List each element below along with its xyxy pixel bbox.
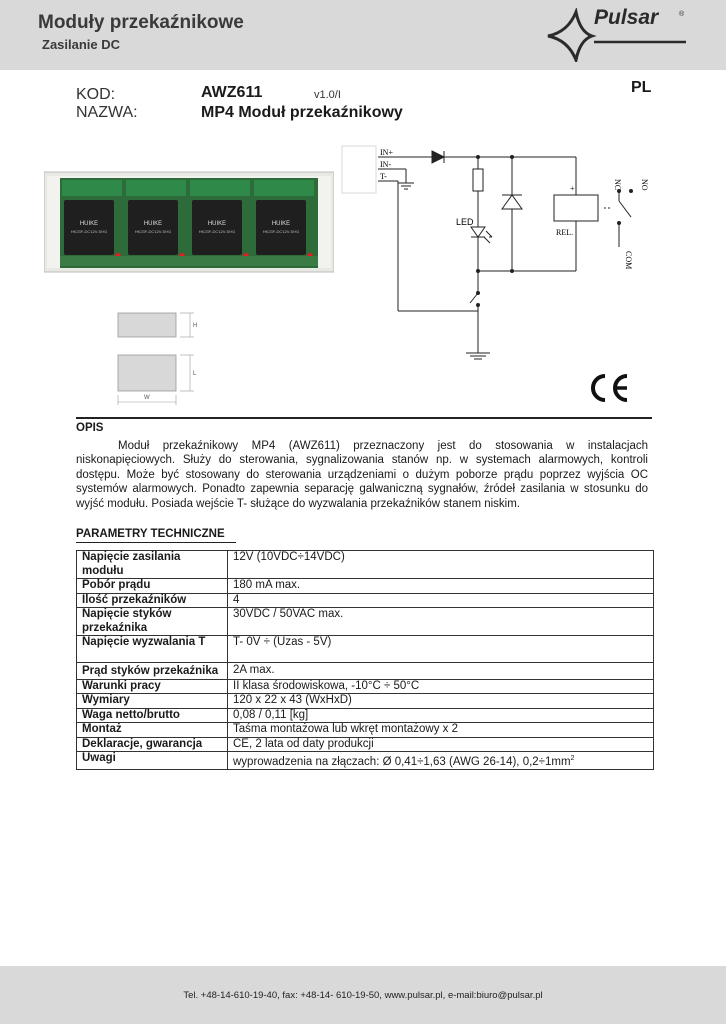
table-row <box>77 636 654 663</box>
kod-label: KOD: <box>76 86 116 103</box>
table-row <box>77 593 654 608</box>
params-underline <box>76 542 236 543</box>
nazwa-label: NAZWA: <box>76 104 138 121</box>
table-row <box>77 579 654 594</box>
param-value: Taśma montażowa lub wkręt montażowy x 2 <box>228 723 654 738</box>
param-key: Prąd styków przekaźnika <box>77 663 228 680</box>
label-no: NO <box>640 179 649 191</box>
opis-paragraph: Moduł przekaźnikowy MP4 (AWZ611) przeznaczony jest do stosowania w instalacjach niskonapięciowych. Służy do sterowania, sygnalizowania stanów np. w systemach alarmowych, kontroli dostępu. Może być stosowany do sterowania urządzeniami o dużym poborze prądu poprzez wyjścia OC systemów alarmowych. Ponadto zapewnia separację galwaniczną sygnałów, źródeł zasilania w stosunku do wyjść modułu. Posiada wejście T- służące do wyzwalania przekaźników stanem niskim. <box>76 440 648 510</box>
opis-title: OPIS <box>76 422 104 434</box>
param-value: 0,08 / 0,11 [kg] <box>228 708 654 723</box>
dim-w-label: W <box>144 395 150 401</box>
label-in-plus: IN+ <box>380 148 393 157</box>
label-rel: REL. <box>556 228 574 237</box>
param-key: Napięcie wyzwalania T <box>77 636 228 663</box>
table-row <box>77 737 654 752</box>
table-row <box>77 679 654 694</box>
param-key: Wymiary <box>77 694 228 709</box>
params-title: PARAMETRY TECHNICZNE <box>76 528 225 540</box>
param-value: 4 <box>228 593 654 608</box>
logo-registered-mark: ® <box>679 11 685 18</box>
label-t-minus: T- <box>380 172 387 181</box>
relay-4-brand: HUIKE <box>271 221 291 227</box>
param-value: 2A max. <box>228 663 654 680</box>
product-photo <box>44 170 334 275</box>
param-value: 180 mA max. <box>228 579 654 594</box>
param-value: II klasa środowiskowa, -10°C ÷ 50°C <box>228 679 654 694</box>
label-com: COM <box>624 251 633 270</box>
param-value-cell <box>228 752 654 770</box>
footer-contact: Tel. +48-14-610-19-40, fax: +48-14- 610-19-50, www.pulsar.pl, e-mail:biuro@pulsar.pl <box>183 990 543 1001</box>
relay-1-brand: HUIKE <box>79 221 99 227</box>
relay-1 <box>62 180 122 259</box>
param-value: 12V (10VDC÷14VDC) <box>228 551 654 579</box>
relay-2-model: HK23F-DC12V-SHG <box>134 229 172 234</box>
relay-2-brand: HUIKE <box>143 221 163 227</box>
product-version: v1.0/I <box>314 89 341 101</box>
label-nc: NC <box>613 179 622 191</box>
label-plus: + <box>570 184 575 193</box>
param-key: Waga netto/brutto <box>77 708 228 723</box>
logo-text: Pulsar <box>594 6 659 29</box>
ce-mark-icon <box>585 372 631 404</box>
label-in-minus: IN- <box>380 160 392 169</box>
relay-2 <box>126 180 186 259</box>
param-key: Napięcie styków przekaźnika <box>77 608 228 636</box>
param-key: Napięcie zasilania modułu <box>77 551 228 579</box>
param-key: Warunki pracy <box>77 679 228 694</box>
table-row <box>77 608 654 636</box>
params-table <box>76 550 654 770</box>
circuit-schematic <box>340 143 660 363</box>
product-name: MP4 Moduł przekaźnikowy <box>201 104 403 121</box>
dim-l-label: L <box>193 371 197 377</box>
param-key: Uwagi <box>77 752 228 770</box>
dimensions-drawing <box>110 305 210 410</box>
label-led: LED <box>456 217 474 227</box>
relay-1-model: HK23F-DC12V-SHG <box>70 229 108 234</box>
relay-3-brand: HUIKE <box>207 221 227 227</box>
table-row <box>77 752 654 770</box>
relay-4 <box>254 180 314 259</box>
param-superscript: 2 <box>570 755 575 762</box>
language-code: PL <box>631 79 652 96</box>
dim-h-label: H <box>193 323 198 329</box>
param-value: 30VDC / 50VAC max. <box>228 608 654 636</box>
table-row <box>77 708 654 723</box>
param-key: Pobór prądu <box>77 579 228 594</box>
product-code: AWZ611 <box>201 84 263 101</box>
opis-divider <box>76 417 652 419</box>
param-key: Ilość przekaźników <box>77 593 228 608</box>
param-value: wyprowadzenia na złączach: Ø 0,41÷1,63 (AWG 26-14), 0,2÷1mm <box>233 755 571 768</box>
relay-3-model: HK23F-DC12V-SHG <box>198 229 236 234</box>
table-row <box>77 663 654 680</box>
table-row <box>77 551 654 579</box>
param-value: T- 0V ÷ (Uzas - 5V) <box>228 636 654 663</box>
param-value: 120 x 22 x 43 (WxHxD) <box>228 694 654 709</box>
table-row <box>77 694 654 709</box>
table-row <box>77 723 654 738</box>
relay-3 <box>190 180 250 259</box>
header-subtitle: Zasilanie DC <box>42 37 121 52</box>
opis-description <box>76 439 648 511</box>
param-value: CE, 2 lata od daty produkcji <box>228 737 654 752</box>
param-key: Deklaracje, gwarancja <box>77 737 228 752</box>
param-key: Montaż <box>77 723 228 738</box>
header-title: Moduły przekaźnikowe <box>38 12 244 33</box>
relay-4-model: HK23F-DC12V-SHG <box>262 229 300 234</box>
